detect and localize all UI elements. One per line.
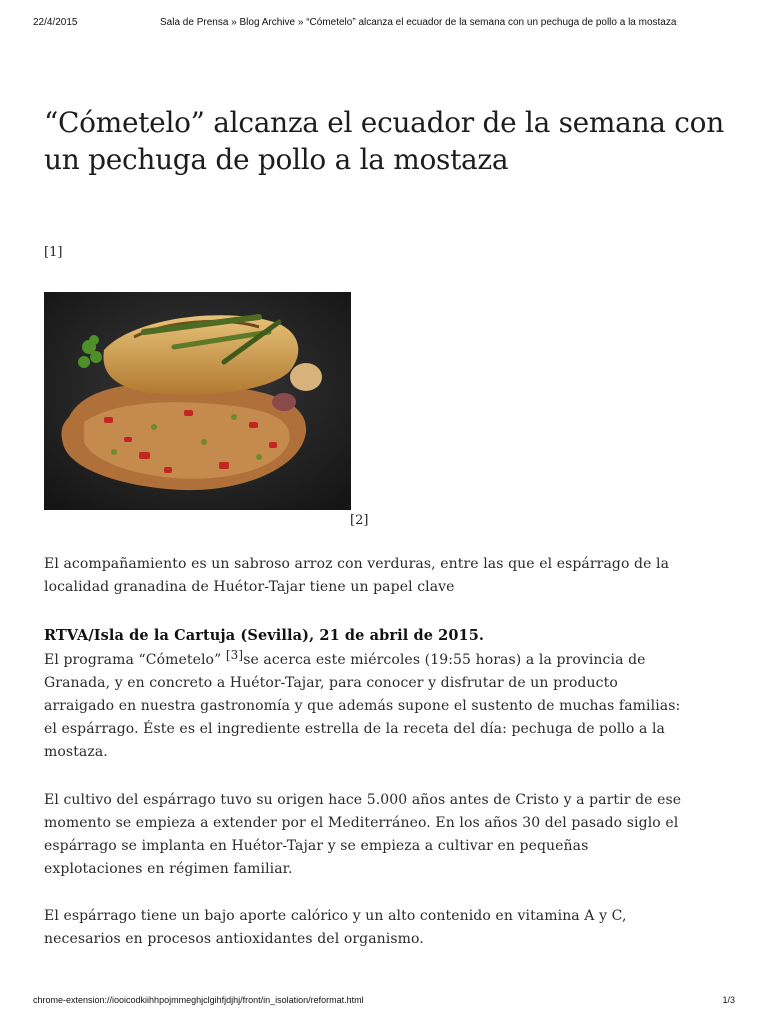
header-date: 22/4/2015 [33, 17, 78, 28]
header-title: Sala de Prensa » Blog Archive » “Cómetelo” alcanza el ecuador de la semana con un pechuga de pollo a la mostaza [160, 17, 677, 28]
paragraph-1-start: El programa “Cómetelo” [44, 652, 226, 668]
footer-page-number: 1/3 [722, 995, 735, 1005]
article-lead: El acompañamiento es un sabroso arroz con verduras, entre las que el espárrago de la localidad granadina de Huétor-Tajar tiene un papel clave [44, 556, 670, 595]
article-paragraph-1 [44, 649, 684, 764]
footer-url: chrome-extension://iooicodkiihhpojmmeghjclgihfjdjhj/front/in_isolation/reformat.html [33, 995, 364, 1005]
dish-photo [44, 292, 351, 510]
reference-link-2[interactable]: [2] [350, 513, 369, 528]
article-dateline: RTVA/Isla de la Cartuja (Sevilla), 21 de abril de 2015. [44, 627, 485, 644]
paragraph-1-rest: se acerca este miércoles (19:55 horas) a la provincia de Granada, y en concreto a Huétor-Tajar, para conocer y disfrutar de un producto arraigado en nuestra gastronomía y que además supone el sustento de muchas familias: el espárrago. Éste es el ingrediente estrella de la receta del día: pechuga de pollo a la mostaza. [44, 652, 681, 760]
article-paragraph-2: El cultivo del espárrago tuvo su origen hace 5.000 años antes de Cristo y a partir de ese momento se empieza a extender por el Mediterráneo. En los años 30 del pasado siglo el espárrago se implanta en Huétor-Tajar y se empieza a cultivar en pequeñas explotaciones en régimen familiar. [44, 792, 682, 877]
reference-link-3[interactable]: [3] [225, 648, 244, 662]
article-paragraph-3: El espárrago tiene un bajo aporte calórico y un alto contenido en vitamina A y C, necesarios en procesos antioxidantes del organismo. [44, 908, 627, 947]
reference-link-1[interactable]: [1] [44, 245, 63, 260]
article-title: “Cómetelo” alcanza el ecuador de la semana con un pechuga de pollo a la mostaza [44, 106, 724, 176]
